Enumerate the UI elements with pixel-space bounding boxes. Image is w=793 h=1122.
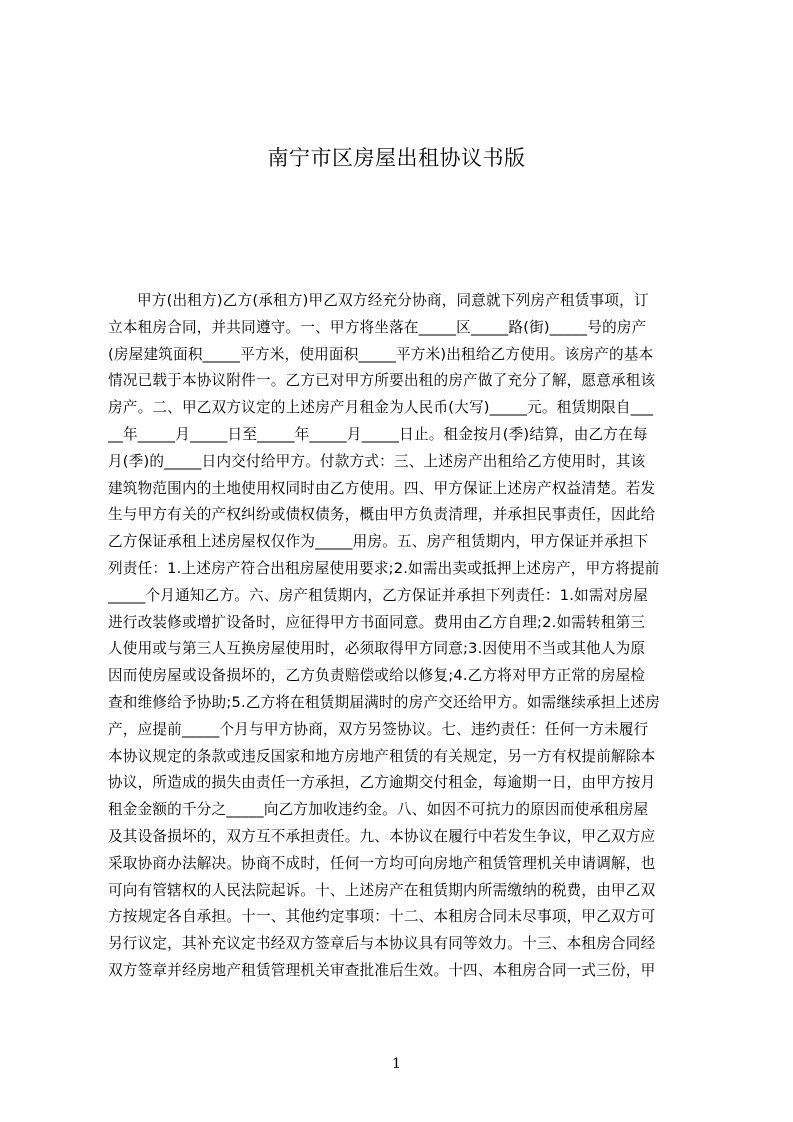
text-line: 租金金额的千分之_____向乙方加收违约金。八、如因不可抗力的原因而使承租房屋 — [108, 801, 649, 819]
text-line: 产，应提前_____个月与甲方协商，双方另签协议。七、违约责任：任何一方未履行 — [108, 720, 649, 738]
page-title: 南宁市区房屋出租协议书版 — [267, 146, 526, 170]
text-line: 因而使房屋或设备损坏的，乙方负责赔偿或给以修复;4.乙方将对甲方正常的房屋检 — [108, 667, 646, 685]
text-line: 可向有管辖权的人民法院起诉。十、上述房产在租赁期内所需缴纳的税费，由甲乙双 — [108, 881, 656, 899]
text-line: 房产。二、甲乙双方议定的上述房产月租金为人民币(大写)_____元。租赁期限自___ — [108, 399, 654, 417]
text-line: __年_____月_____日至_____年_____月_____日止。租金按月(季)结算，由乙方在每 — [108, 425, 648, 443]
text-line: 另行议定，其补充议定书经双方签章后与本协议具有同等效力。十三、本租房合同经 — [108, 935, 656, 953]
page-number: 1 — [392, 1056, 401, 1072]
text-line: 双方签章并经房地产租赁管理机关审查批准后生效。十四、本租房合同一式三份，甲 — [108, 961, 656, 979]
text-line: 采取协商办法解决。协商不成时，任何一方均可向房地产租赁管理机关申请调解，也 — [108, 854, 656, 872]
text-line: 甲方(出租方)乙方(承租方)甲乙双方经充分协商，同意就下列房产租赁事项，订 — [137, 292, 649, 309]
text-line: 建筑物范围内的土地使用权同时由乙方使用。四、甲方保证上述房产权益清楚。若发 — [108, 479, 656, 497]
text-line: 本协议规定的条款或违反国家和地方房地产租赁的有关规定，另一方有权提前解除本 — [108, 747, 656, 765]
text-line: 协议，所造成的损失由责任一方承担，乙方逾期交付租金，每逾期一日，由甲方按月 — [108, 774, 656, 792]
text-line: 及其设备损坏的，双方互不承担责任。九、本协议在履行中若发生争议，甲乙双方应 — [108, 827, 656, 845]
text-line: 方按规定各自承担。十一、其他约定事项：十二、本租房合同未尽事项，甲乙双方可 — [108, 908, 656, 926]
text-line: 进行改装修或增扩设备时，应征得甲方书面同意。费用由乙方自理;2.如需转租第三 — [108, 613, 646, 631]
text-line: 乙方保证承租上述房屋权仅作为_____用房。五、房产租赁期内，甲方保证并承担下 — [108, 533, 649, 551]
text-line: 列责任：1.上述房产符合出租房屋使用要求;2.如需出卖或抵押上述房产，甲方将提前 — [108, 559, 660, 577]
text-line: 立本租房合同，并共同遵守。一、甲方将坐落在_____区_____路(街)_____号的房产 — [108, 318, 647, 336]
text-line: (房屋建筑面积_____平方米，使用面积_____平方米)出租给乙方使用。该房产的基本 — [108, 345, 654, 363]
body-text — [108, 288, 698, 1050]
text-line: 查和维修给予协助;5.乙方将在租赁期届满时的房产交还给甲方。如需继续承担上述房 — [108, 693, 661, 711]
text-line: 人使用或与第三人互换房屋使用时，必须取得甲方同意;3.因使用不当或其他人为原 — [108, 640, 646, 658]
text-line: 生与甲方有关的产权纠纷或债权债务，概由甲方负责清理，并承担民事责任，因此给 — [108, 506, 656, 524]
text-line: _____个月通知乙方。六、房产租赁期内，乙方保证并承担下列责任：1.如需对房屋 — [108, 586, 649, 604]
text-line: 情况已载于本协议附件一。乙方已对甲方所要出租的房产做了充分了解，愿意承租该 — [108, 372, 656, 390]
text-line: 月(季)的_____日内交付给甲方。付款方式：三、上述房产出租给乙方使用时，其该 — [108, 452, 646, 470]
